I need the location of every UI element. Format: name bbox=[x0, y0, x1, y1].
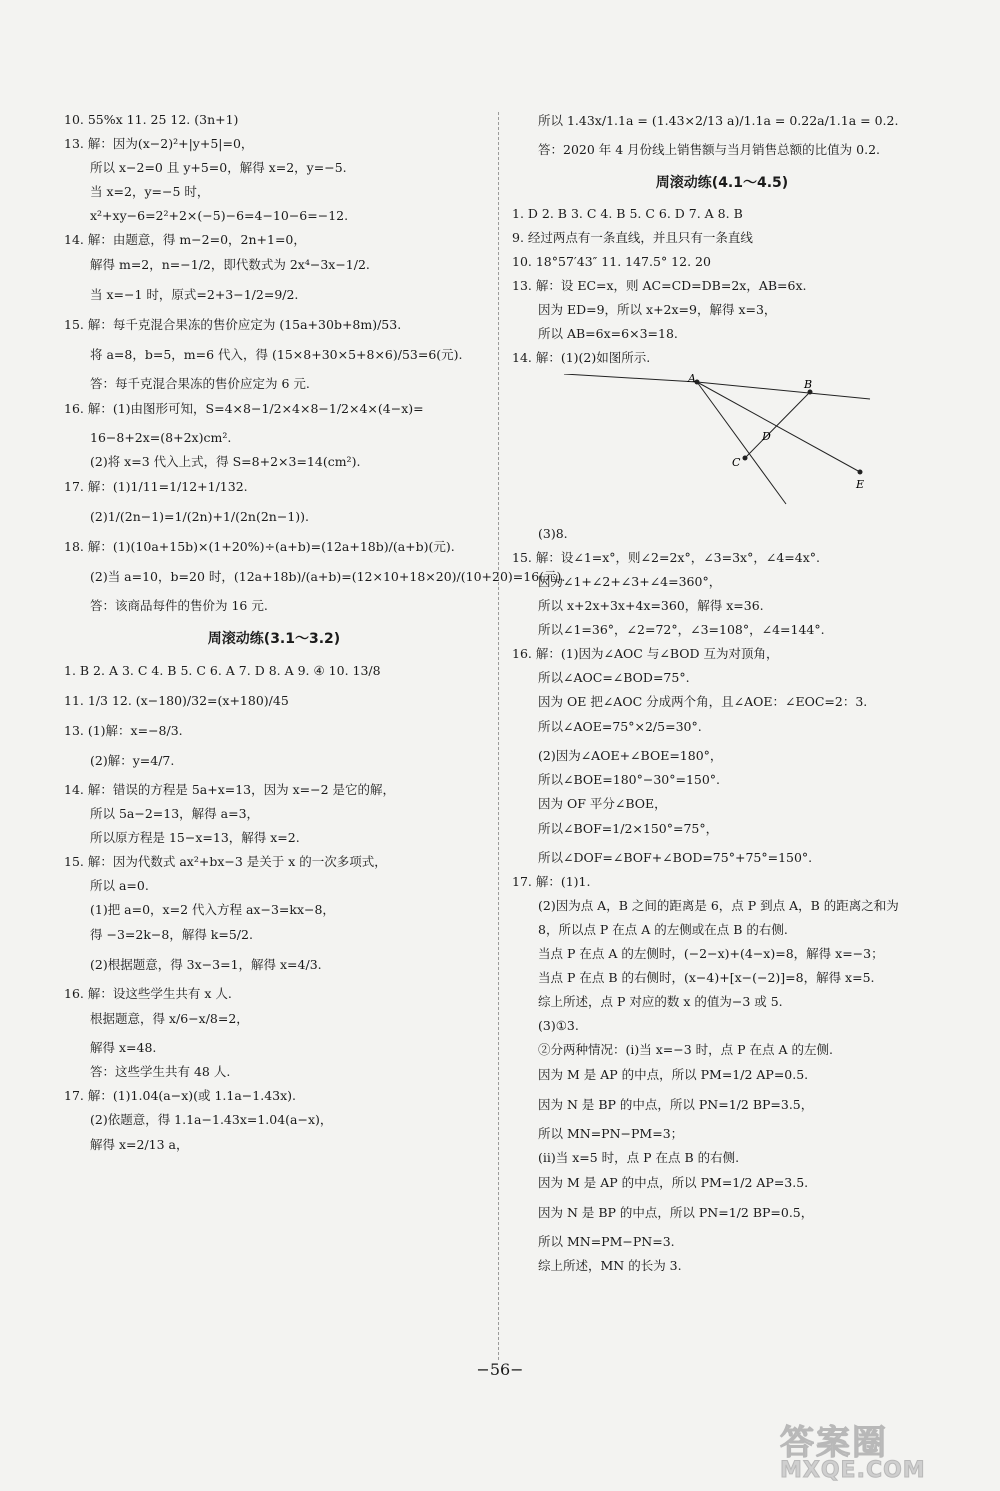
answer-line: 因为 ED=9，所以 x+2x=9，解得 x=3， bbox=[538, 302, 777, 317]
geometry-figure bbox=[552, 374, 932, 518]
watermark-logo bbox=[780, 1415, 970, 1481]
geometry-figure-svg bbox=[552, 374, 872, 514]
answer-line: 1. B 2. A 3. C 4. B 5. C 6. A 7. D 8. A 9. ④ 10. 13/8 bbox=[64, 663, 381, 678]
answer-line: 答：每千克混合果冻的售价应定为 6 元. bbox=[90, 376, 310, 391]
answer-line: 所以∠DOF=∠BOF+∠BOD=75°+75°=150°. bbox=[538, 850, 813, 865]
answer-line: (2)因为∠AOE+∠BOE=180°， bbox=[538, 748, 723, 763]
answer-line: 14. 解：(1)(2)如图所示. bbox=[512, 350, 651, 365]
answer-line: 当点 P 在点 B 的右侧时，(x−4)+[x−(−2)]=8，解得 x=5. bbox=[538, 970, 875, 985]
answer-line: 因为∠1+∠2+∠3+∠4=360°， bbox=[538, 574, 722, 589]
answer-line: 11. 1/3 12. (x−180)/32=(x+180)/45 bbox=[64, 693, 289, 708]
answer-line: 14. 解：由题意，得 m−2=0，2n+1=0， bbox=[64, 232, 306, 247]
answer-line: 17. 解：(1)1. bbox=[512, 874, 591, 889]
answer-line: 17. 解：(1)1.04(a−x)(或 1.1a−1.43x). bbox=[64, 1088, 297, 1103]
answer-line: 16. 解：设这些学生共有 x 人. bbox=[64, 986, 232, 1001]
answer-line: 所以∠BOE=180°−30°=150°. bbox=[538, 772, 721, 787]
answer-line: (ⅱ)当 x=5 时，点 P 在点 B 的右侧. bbox=[538, 1150, 740, 1165]
answer-line: 所以 a=0. bbox=[90, 878, 149, 893]
answer-line: (2)当 a=10，b=20 时，(12a+18b)/(a+b)=(12×10+18×20)/(10+20)=16(元). bbox=[90, 569, 566, 584]
section-heading: 周滚动练(4.1～4.5) bbox=[655, 175, 789, 191]
answer-line: 1. D 2. B 3. C 4. B 5. C 6. D 7. A 8. B bbox=[512, 206, 743, 221]
answer-line: (2)依题意，得 1.1a−1.43x=1.04(a−x)， bbox=[90, 1112, 333, 1127]
label-e: E bbox=[856, 478, 865, 491]
answer-line: 当 x=2，y=−5 时， bbox=[90, 184, 210, 199]
label-d: D bbox=[762, 430, 771, 443]
answer-line: 9. 经过两点有一条直线，并且只有一条直线 bbox=[512, 230, 753, 245]
label-c: C bbox=[732, 456, 741, 469]
answer-line: (2)根据题意，得 3x−3=1，解得 x=4/3. bbox=[90, 957, 322, 972]
answer-line: 解得 x=48. bbox=[90, 1040, 157, 1055]
answer-line: 15. 解：每千克混合果冻的售价应定为 (15a+30b+8m)/53. bbox=[64, 317, 402, 332]
answer-line: 所以∠1=36°，∠2=72°，∠3=108°，∠4=144°. bbox=[538, 622, 825, 637]
answer-line: 因为 N 是 BP 的中点，所以 PN=1/2 BP=0.5， bbox=[538, 1205, 814, 1220]
answer-line: (1)把 a=0，x=2 代入方程 ax−3=kx−8， bbox=[90, 902, 335, 917]
answer-line: 综上所述，MN 的长为 3. bbox=[538, 1258, 682, 1273]
answer-line: 解得 m=2，n=−1/2，即代数式为 2x⁴−3x−1/2. bbox=[90, 257, 370, 272]
answer-line: 17. 解：(1)1/11=1/12+1/132. bbox=[64, 479, 248, 494]
answer-line: 将 a=8，b=5，m=6 代入，得 (15×8+30×5+8×6)/53=6(元). bbox=[90, 347, 463, 362]
answer-line: 因为 N 是 BP 的中点，所以 PN=1/2 BP=3.5， bbox=[538, 1097, 814, 1112]
watermark-text: 答案圈 bbox=[780, 1423, 888, 1463]
answer-line: 13. 解：因为(x−2)²+|y+5|=0， bbox=[64, 136, 254, 151]
answer-line: 所以∠AOC=∠BOD=75°. bbox=[538, 670, 690, 685]
answer-line: 所以 1.43x/1.1a = (1.43×2/13 a)/1.1a = 0.22a/1.1a = 0.2. bbox=[538, 113, 899, 128]
answer-line: 因为 OE 把∠AOC 分成两个角，且∠AOE：∠EOC=2：3. bbox=[538, 694, 868, 709]
answer-line: 答：2020 年 4 月份线上销售额与当月销售总额的比值为 0.2. bbox=[538, 142, 881, 157]
answer-line: 当点 P 在点 A 的左侧时，(−2−x)+(4−x)=8，解得 x=−3； bbox=[538, 946, 884, 961]
line-cb bbox=[745, 392, 810, 458]
answer-line: (2)将 x=3 代入上式，得 S=8+2×3=14(cm²). bbox=[90, 454, 361, 469]
answer-line: 得 −3=2k−8，解得 k=5/2. bbox=[90, 927, 253, 942]
answer-line: 10. 55%x 11. 25 12. (3n+1) bbox=[64, 112, 239, 127]
answer-line: 所以 x−2=0 且 y+5=0，解得 x=2，y=−5. bbox=[90, 160, 347, 175]
answer-line: 所以 AB=6x=6×3=18. bbox=[538, 326, 678, 341]
watermark-url: MXQE.COM bbox=[780, 1458, 926, 1483]
answer-line: (2)解：y=4/7. bbox=[90, 753, 175, 768]
answer-line: 15. 解：设∠1=x°，则∠2=2x°，∠3=3x°，∠4=4x°. bbox=[512, 550, 820, 565]
answer-line: 答：这些学生共有 48 人. bbox=[90, 1064, 231, 1079]
answer-line: 16. 解：(1)由图形可知，S=4×8−1/2×4×8−1/2×4×(4−x)= bbox=[64, 401, 424, 416]
answer-line: 8，所以点 P 在点 A 的左侧或在点 B 的右侧. bbox=[538, 922, 788, 937]
answer-line: 答：该商品每件的售价为 16 元. bbox=[90, 598, 268, 613]
answer-line: 所以原方程是 15−x=13，解得 x=2. bbox=[90, 830, 300, 845]
page-number: −56− bbox=[476, 1360, 524, 1379]
point-c bbox=[743, 456, 748, 461]
answer-line: 所以 MN=PN−PM=3； bbox=[538, 1126, 684, 1141]
label-a: A bbox=[688, 374, 696, 385]
answer-line: 综上所述，点 P 对应的数 x 的值为−3 或 5. bbox=[538, 994, 783, 1009]
answer-line: 16−8+2x=(8+2x)cm². bbox=[90, 430, 232, 445]
answer-line: 所以 MN=PM−PN=3. bbox=[538, 1234, 675, 1249]
left-column bbox=[64, 112, 566, 1166]
answer-line: 因为 M 是 AP 的中点，所以 PM=1/2 AP=3.5. bbox=[538, 1175, 809, 1190]
answer-line: (3)①3. bbox=[538, 1018, 579, 1033]
answer-line: x²+xy−6=2²+2×(−5)−6=4−10−6=−12. bbox=[90, 208, 349, 223]
point-e bbox=[858, 470, 863, 475]
answer-line: (2)1/(2n−1)=1/(2n)+1/(2n(2n−1)). bbox=[90, 509, 310, 524]
answer-line: 15. 解：因为代数式 ax²+bx−3 是关于 x 的一次多项式， bbox=[64, 854, 387, 869]
answer-line: 16. 解：(1)因为∠AOC 与∠BOD 互为对顶角， bbox=[512, 646, 779, 661]
answer-line: 所以 x+2x+3x+4x=360，解得 x=36. bbox=[538, 598, 764, 613]
answer-line: 所以 5a−2=13，解得 a=3， bbox=[90, 806, 260, 821]
answer-line: 因为 OF 平分∠BOE， bbox=[538, 796, 667, 811]
line-ac-ext bbox=[697, 382, 786, 504]
answer-line: 所以∠AOE=75°×2/5=30°. bbox=[538, 719, 702, 734]
answer-line: 13. 解：设 EC=x，则 AC=CD=DB=2x，AB=6x. bbox=[512, 278, 807, 293]
answer-line: (2)因为点 A，B 之间的距离是 6，点 P 到点 A，B 的距离之和为 bbox=[538, 898, 899, 913]
line-through-a bbox=[564, 374, 697, 382]
column-divider bbox=[498, 112, 499, 1360]
answer-line: 当 x=−1 时，原式=2+3−1/2=9/2. bbox=[90, 287, 299, 302]
answer-line: (3)8. bbox=[538, 526, 568, 541]
answer-line: 所以∠BOF=1/2×150°=75°， bbox=[538, 821, 719, 836]
answer-line: 10. 18°57′43″ 11. 147.5° 12. 20 bbox=[512, 254, 711, 269]
answer-line: 解得 x=2/13 a， bbox=[90, 1137, 189, 1152]
label-b: B bbox=[804, 378, 813, 391]
section-heading: 周滚动练(3.1～3.2) bbox=[207, 631, 341, 647]
answer-line: 因为 M 是 AP 的中点，所以 PM=1/2 AP=0.5. bbox=[538, 1067, 809, 1082]
answer-line: 13. (1)解：x=−8/3. bbox=[64, 723, 183, 738]
answer-line: 14. 解：错误的方程是 5a+x=13，因为 x=−2 是它的解， bbox=[64, 782, 396, 797]
answer-line: ②分两种情况：(ⅰ)当 x=−3 时，点 P 在点 A 的左侧. bbox=[538, 1042, 833, 1057]
right-column bbox=[512, 112, 932, 1282]
answer-line: 18. 解：(1)(10a+15b)×(1+20%)÷(a+b)=(12a+18b)/(a+b)(元). bbox=[64, 539, 455, 554]
answer-line: 根据题意，得 x/6−x/8=2， bbox=[90, 1011, 249, 1026]
